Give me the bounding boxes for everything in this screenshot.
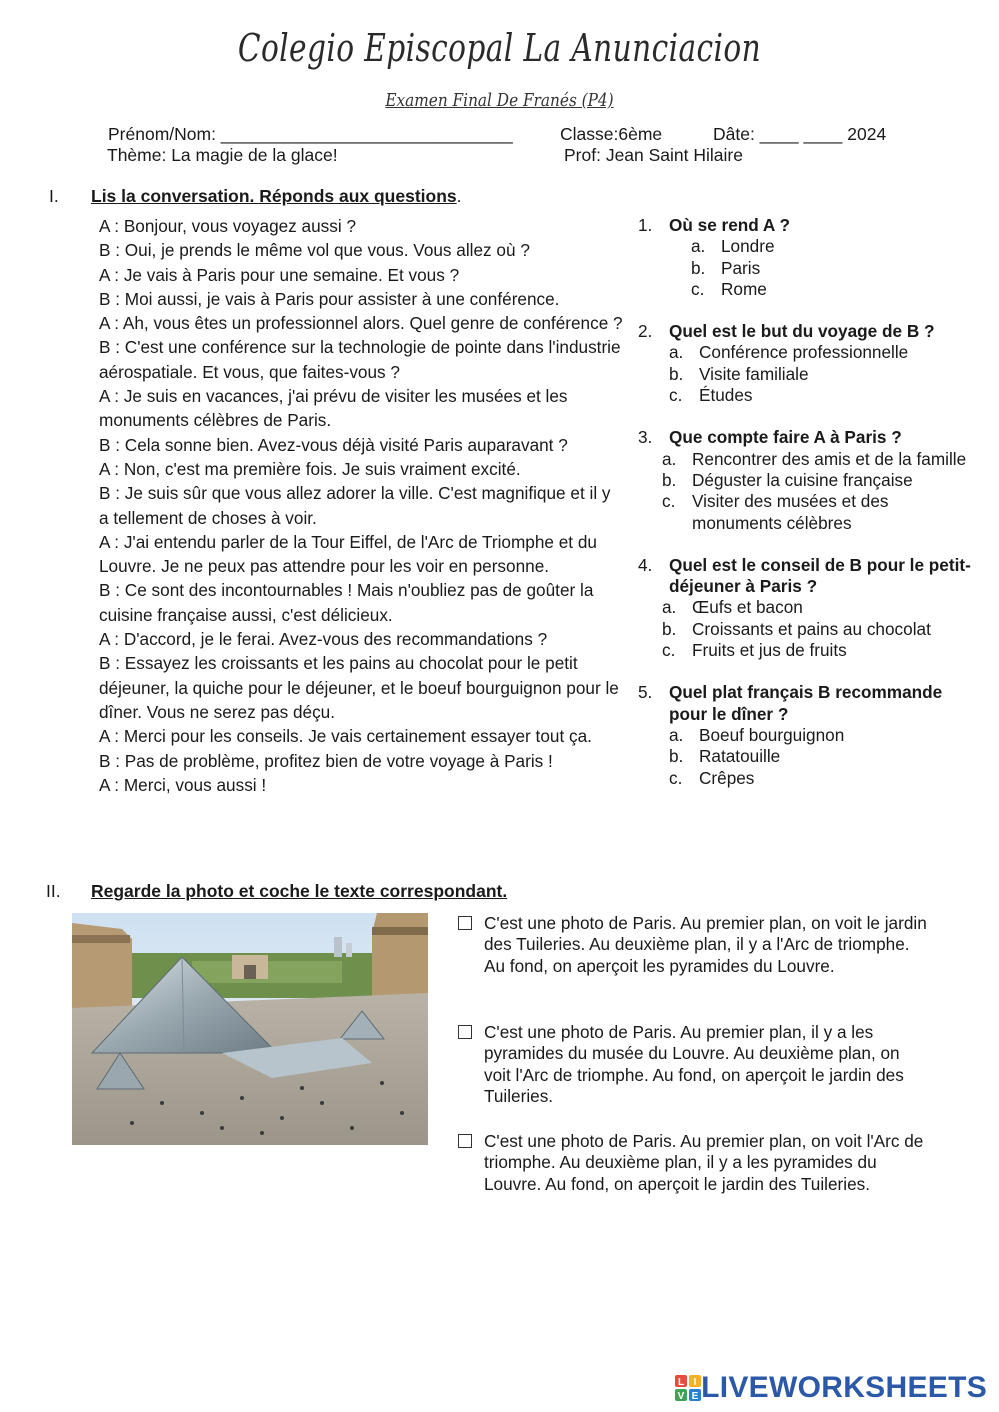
option-letter: b. — [669, 363, 684, 384]
question-text: Où se rend A ? — [669, 215, 790, 235]
option-text: Rencontrer des amis et de la famille — [692, 448, 967, 469]
answer-option[interactable] — [638, 342, 978, 363]
logo-letter: E — [691, 1391, 699, 1401]
dialogue-line: A : Ah, vous êtes un professionnel alors. Quel genre de conférence ? — [99, 313, 623, 334]
option-text: Paris — [721, 257, 761, 278]
dialogue-line: B : Je suis sûr que vous allez adorer la ville. C'est magnifique et il y a tellement de choses à voir. — [99, 483, 611, 528]
option-text: Fruits et jus de fruits — [692, 640, 847, 661]
dialogue-line: A : Je suis en vacances, j'ai prévu de visiter les musées et les monuments célèbres de Paris. — [99, 386, 568, 431]
dialogue — [99, 214, 624, 797]
option-text: Œufs et bacon — [692, 597, 803, 618]
dialogue-line: A : Non, c'est ma première fois. Je suis vraiment excité. — [99, 458, 521, 479]
answer-option[interactable] — [638, 364, 978, 385]
liveworksheets-logo[interactable] — [675, 1371, 987, 1405]
louvre-photo — [72, 913, 428, 1145]
answer-option[interactable] — [638, 640, 978, 661]
photo-choice-1 — [458, 913, 928, 977]
dialogue-line: A : Merci pour les conseils. Je vais certainement essayer tout ça. — [99, 726, 592, 747]
option-text: Visiter des musées et des monuments célèbres — [692, 491, 889, 533]
section-1-title: Lis la conversation. Réponds aux questions — [91, 186, 457, 206]
choice-text: C'est une photo de Paris. Au premier plan, on voit le jardin des Tuileries. Au deuxième plan, il y a l'Arc de triomphe. Au fond, on aperçoit les pyramides du Louvre. — [484, 913, 927, 976]
option-letter: b. — [691, 257, 706, 278]
dialogue-line: A : D'accord, je le ferai. Avez-vous des recommandations ? — [99, 629, 548, 650]
dialogue-line: B : Ce sont des incontournables ! Mais n'oubliez pas de goûter la cuisine française aussi, c'est délicieux. — [99, 580, 594, 625]
dialogue-line: B : Pas de problème, profitez bien de votre voyage à Paris ! — [99, 750, 553, 771]
answer-option[interactable] — [638, 470, 978, 491]
question-4 — [638, 555, 978, 661]
dialogue-line: B : Cela sonne bien. Avez-vous déjà visité Paris auparavant ? — [99, 434, 568, 455]
question-1 — [638, 215, 978, 300]
class-label: Classe:6ème — [560, 124, 663, 144]
answer-option[interactable] — [638, 449, 978, 470]
option-text: Déguster la cuisine française — [692, 469, 913, 490]
option-text: Visite familiale — [699, 363, 809, 384]
question-number: 3. — [638, 427, 653, 448]
option-letter: b. — [669, 746, 684, 767]
option-letter: c. — [662, 640, 676, 661]
question-text: Quel plat français B recommande pour le dîner ? — [669, 682, 943, 724]
answer-option[interactable] — [638, 597, 978, 618]
answer-option[interactable] — [638, 279, 978, 300]
option-letter: b. — [662, 618, 677, 639]
option-text: Ratatouille — [699, 746, 781, 767]
prof-label: Prof: Jean Saint Hilaire — [564, 145, 743, 165]
option-text: Londre — [721, 236, 775, 257]
answer-option[interactable] — [638, 236, 978, 257]
option-letter: a. — [662, 448, 677, 469]
option-text: Conférence professionnelle — [699, 342, 909, 363]
choice-checkbox[interactable] — [458, 1134, 472, 1148]
option-letter: a. — [691, 236, 706, 257]
name-field-label: Prénom/Nom: ______________________________ — [108, 124, 513, 144]
option-text: Boeuf bourguignon — [699, 724, 845, 745]
dialogue-line: A : J'ai entendu parler de la Tour Eiffel, de l'Arc de Triomphe et du Louvre. Je ne peux pas attendre pour les voir en personne. — [99, 531, 597, 577]
logo-letter: V — [677, 1391, 685, 1401]
dialogue-line: A : Merci, vous aussi ! — [99, 774, 267, 795]
dialogue-line: A : Bonjour, vous voyagez aussi ? — [99, 216, 357, 236]
question-text: Quel est le conseil de B pour le petit-déjeuner à Paris ? — [669, 554, 971, 597]
section-1-number: I. — [49, 186, 59, 206]
louvre-photo-illustration — [72, 913, 428, 1145]
question-number: 1. — [638, 215, 653, 235]
dialogue-line: A : Je vais à Paris pour une semaine. Et vous ? — [99, 264, 460, 285]
choice-checkbox[interactable] — [458, 916, 472, 930]
choice-text: C'est une photo de Paris. Au premier plan, il y a les pyramides du musée du Louvre. Au deuxième plan, on voit l'Arc de triomphe. Au fond, on aperçoit le jardin des Tuileries. — [484, 1022, 904, 1106]
liveworksheets-brand: LIVEWORKSHEETS — [701, 1371, 987, 1404]
option-letter: a. — [669, 342, 684, 363]
dialogue-line: B : Moi aussi, je vais à Paris pour assister à une conférence. — [99, 288, 560, 309]
choice-checkbox[interactable] — [458, 1025, 472, 1039]
question-2 — [638, 321, 978, 406]
option-letter: c. — [662, 491, 676, 512]
answer-option[interactable] — [638, 385, 978, 406]
option-letter: a. — [662, 597, 677, 618]
option-letter: c. — [669, 767, 683, 788]
question-number: 5. — [638, 682, 653, 703]
date-field-label: Dâte: ____ ____ 2024 — [713, 124, 887, 144]
question-5 — [638, 682, 978, 788]
section-2-title: Regarde la photo et coche le texte correspondant. — [91, 881, 508, 901]
school-name: Colegio Episcopal La Anunciacion — [237, 26, 762, 70]
logo-letter: L — [678, 1377, 685, 1388]
option-text: Rome — [721, 278, 767, 299]
dialogue-line: B : Oui, je prends le même vol que vous. Vous allez où ? — [99, 240, 530, 261]
question-text: Que compte faire A à Paris ? — [669, 427, 902, 448]
question-text: Quel est le but du voyage de B ? — [669, 321, 935, 342]
answer-option[interactable] — [638, 746, 978, 767]
question-number: 4. — [638, 554, 653, 575]
option-letter: b. — [662, 469, 677, 490]
section-1-title-suffix: . — [456, 186, 462, 206]
questions-list — [638, 215, 978, 810]
logo-letter: I — [693, 1377, 697, 1388]
option-letter: c. — [669, 385, 683, 406]
question-3 — [638, 427, 978, 533]
answer-option[interactable] — [638, 491, 978, 534]
dialogue-line: B : Essayez les croissants et les pains au chocolat pour le petit déjeuner, la quiche pour le déjeuner, et le boeuf bourguignon pour le dîner. Vous ne serez pas déçu. — [99, 653, 619, 722]
option-text: Crêpes — [699, 767, 755, 788]
exam-title: Examen Final De Franés (P4) — [385, 90, 614, 111]
photo-choice-2 — [458, 1022, 928, 1107]
theme-label: Thème: La magie de la glace! — [107, 145, 338, 165]
question-number: 2. — [638, 321, 653, 342]
photo-choice-3 — [458, 1131, 928, 1195]
section-1-heading — [91, 186, 462, 207]
choice-text: C'est une photo de Paris. Au premier plan, on voit l'Arc de triomphe. Au deuxième plan, il y a les pyramides du Louvre. Au fond, on aperçoit le jardin des Tuileries. — [484, 1131, 924, 1194]
option-letter: a. — [669, 724, 684, 745]
answer-option[interactable] — [638, 258, 978, 279]
dialogue-line: B : C'est une conférence sur la technologie de pointe dans l'industrie aérospatiale. Et vous, que faites-vous ? — [99, 337, 621, 382]
option-text: Croissants et pains au chocolat — [692, 618, 931, 639]
answer-option[interactable] — [638, 619, 978, 640]
answer-option[interactable] — [638, 768, 978, 789]
section-2-number: II. — [46, 881, 61, 901]
liveworksheets-logo-icon — [675, 1375, 701, 1401]
answer-option[interactable] — [638, 725, 978, 746]
option-text: Études — [699, 385, 753, 406]
option-letter: c. — [691, 278, 705, 299]
